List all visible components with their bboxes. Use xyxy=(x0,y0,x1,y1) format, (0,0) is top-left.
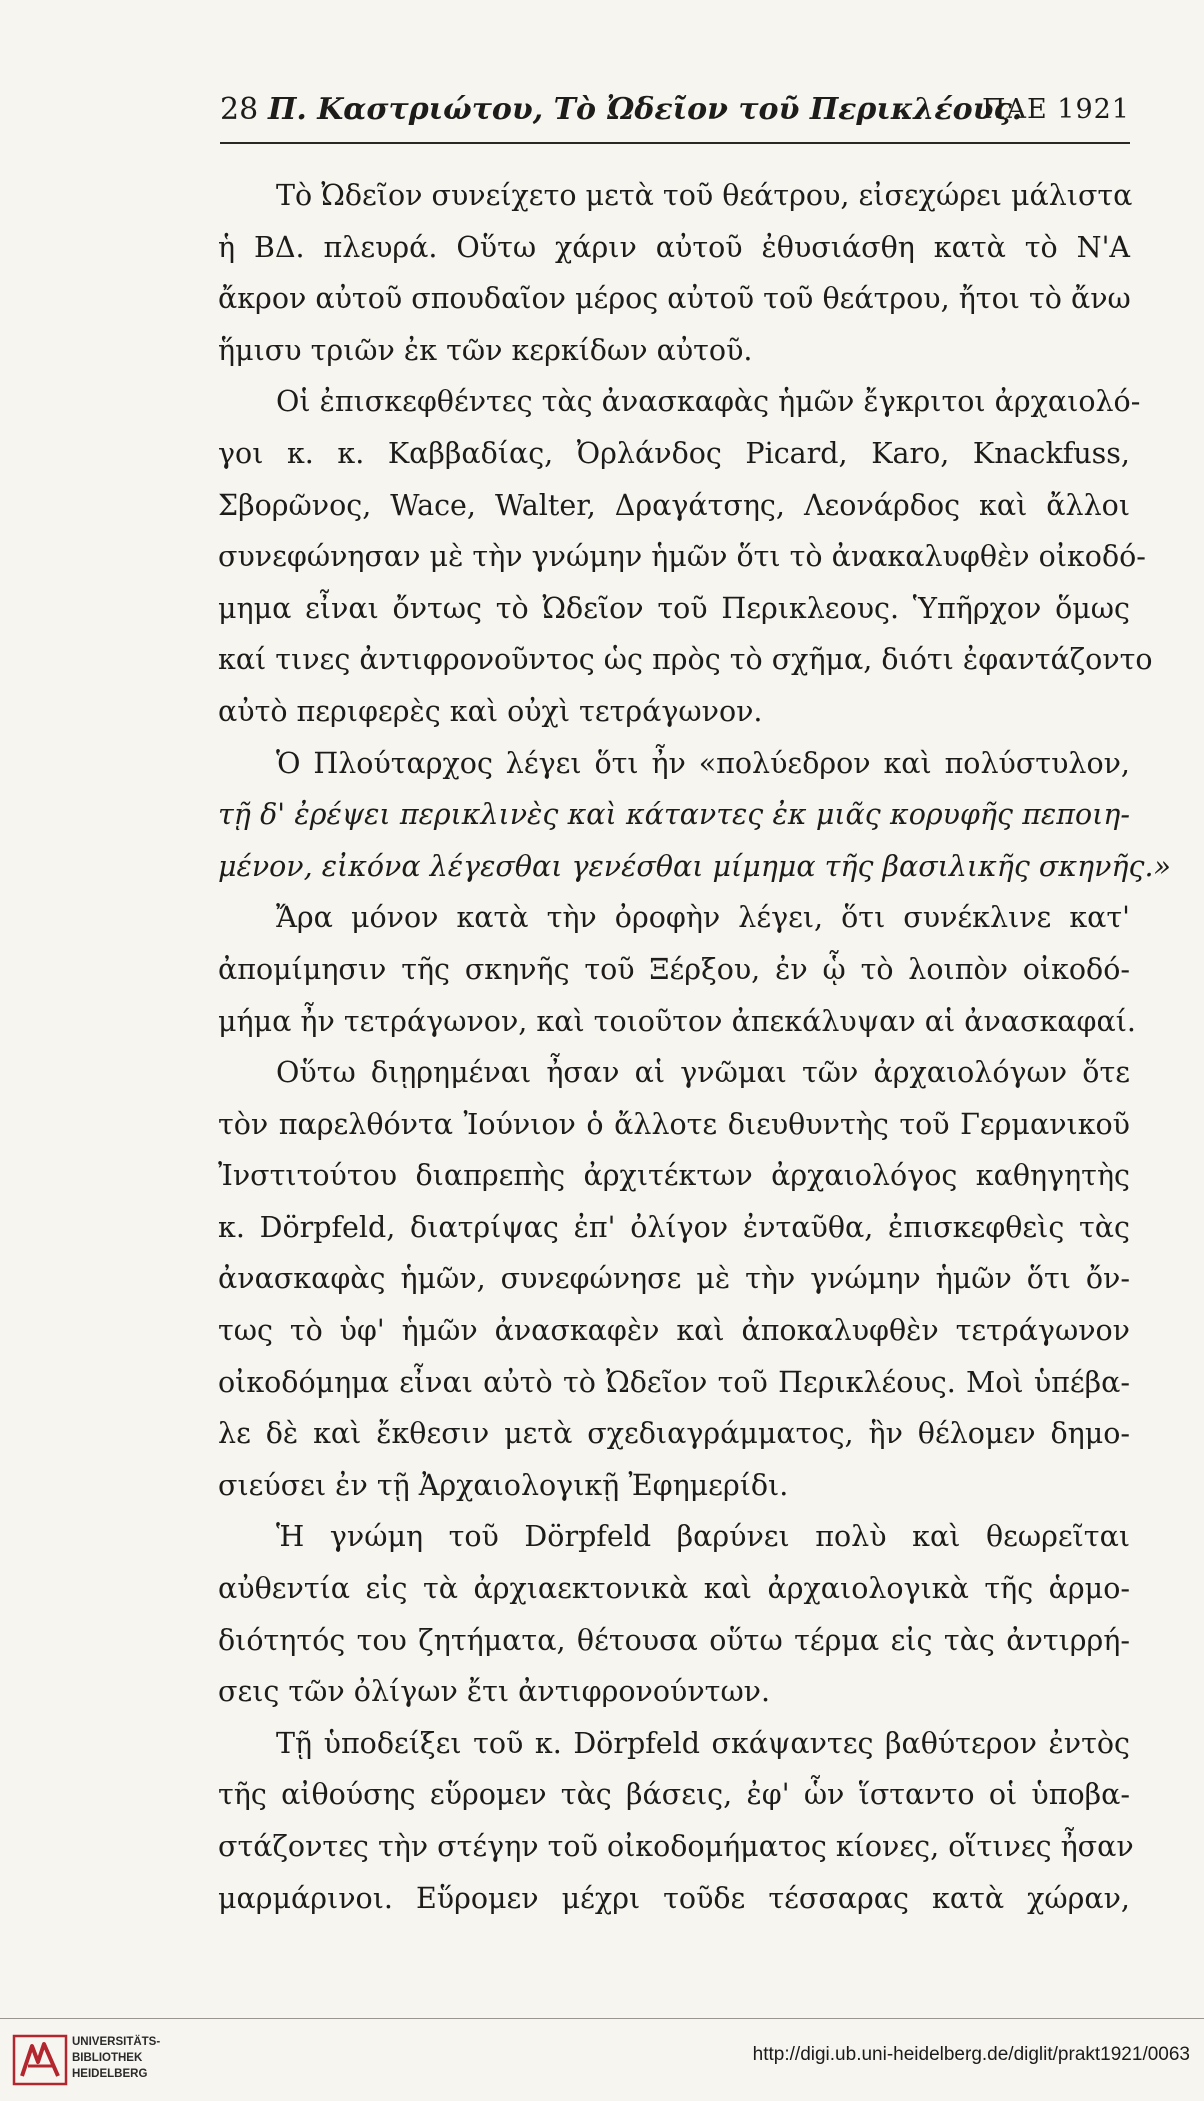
text-line: ἀπομίμησιν τῆς σκηνῆς τοῦ Ξέρξου, ἐν ᾧ τὸ λοιπὸν οἰκοδό- xyxy=(218,952,1130,986)
text-line: ἡ ΒΔ. πλευρά. Οὕτω χάριν αὐτοῦ ἐθυσιάσθη κατὰ τὸ Ν'Α xyxy=(218,230,1130,264)
quote-line: τῇ δ' ἐρέψει περικλινὲς καὶ κάταντες ἐκ μιᾶς κορυφῆς πεποιη- xyxy=(218,798,1130,832)
text-line: σεις τῶν ὀλίγων ἔτι ἀντιφρονούντων. xyxy=(218,1675,771,1709)
running-header xyxy=(220,84,1130,138)
quote-line: μένον, εἰκόνα λέγεσθαι γενέσθαι μίμημα τῆς βασιλικῆς σκηνῆς.» xyxy=(218,849,1171,883)
text-line: Σβορῶνος, Wace, Walter, Δραγάτσης, Λεονάρδος καὶ ἄλλοι xyxy=(218,488,1130,522)
text-line: Ἄρα μόνον κατὰ τὴν ὀροφὴν λέγει, ὅτι συνέκλινε κατ' xyxy=(276,901,1130,935)
text-line: κ. Dörpfeld, διατρίψας ἐπ' ὀλίγον ἐνταῦθα, ἐπισκεφθεὶς τὰς xyxy=(218,1210,1130,1244)
text-line: Ὁ Πλούταρχος λέγει ὅτι ἦν «πολύεδρον καὶ πολύστυλον, xyxy=(276,746,1130,780)
text-line: Τῇ ὑποδείξει τοῦ κ. Dörpfeld σκάψαντες βαθύτερον ἐντὸς xyxy=(276,1726,1130,1760)
text-line: ἥμισυ τριῶν ἐκ τῶν κερκίδων αὐτοῦ. xyxy=(218,333,753,367)
page-number: 28 xyxy=(220,92,259,127)
journal-label: ΠΑΕ 1921 xyxy=(981,94,1130,125)
text-line: μήμα ἦν τετράγωνον, καὶ τοιοῦτον ἀπεκάλυψαν αἱ ἀνασκαφαί. xyxy=(218,1004,1136,1038)
footer-rule xyxy=(0,2018,1204,2019)
text-line: σιεύσει ἐν τῇ Ἀρχαιολογικῇ Ἐφημερίδι. xyxy=(218,1468,789,1502)
library-name xyxy=(72,2034,272,2082)
text-line: Ἰνστιτούτου διαπρεπὴς ἀρχιτέκτων ἀρχαιολόγος καθηγητὴς xyxy=(218,1159,1130,1193)
text-line: τως τὸ ὑφ' ἡμῶν ἀνασκαφὲν καὶ ἀποκαλυφθὲν τετράγωνον xyxy=(218,1314,1130,1348)
text-line: αὐθεντία εἰς τὰ ἀρχιαεκτονικὰ καὶ ἀρχαιολογικὰ τῆς ἁρμο- xyxy=(218,1572,1130,1606)
text-line: συνεφώνησαν μὲ τὴν γνώμην ἡμῶν ὅτι τὸ ἀνακαλυφθὲν οἰκοδό- xyxy=(218,540,1146,574)
text-line: τὸν παρελθόντα Ἰούνιον ὁ ἄλλοτε διευθυντὴς τοῦ Γερμανικοῦ xyxy=(218,1107,1130,1141)
text-line: γοι κ. κ. Καββαδίας, Ὀρλάνδος Picard, Karo, Knackfuss, xyxy=(218,436,1130,470)
header-rule xyxy=(220,142,1130,144)
text-line: λε δὲ καὶ ἔκθεσιν μετὰ σχεδιαγράμματος, ἣν θέλομεν δημο- xyxy=(218,1417,1130,1451)
body-text xyxy=(218,170,1171,1924)
library-line: BIBLIOTHEK xyxy=(72,2052,143,2064)
text-line: Οὕτω διῃρημέναι ἦσαν αἱ γνῶμαι τῶν ἀρχαιολόγων ὅτε xyxy=(276,1056,1130,1090)
text-line: ἀνασκαφὰς ἡμῶν, συνεφώνησε μὲ τὴν γνώμην ἡμῶν ὅτι ὄν- xyxy=(218,1262,1130,1296)
text-line: μημα εἶναι ὄντως τὸ Ὠδεῖον τοῦ Περικλεους. Ὑπῆρχον ὅμως xyxy=(218,591,1130,625)
text-line: ἄκρον αὐτοῦ σπουδαῖον μέρος αὐτοῦ τοῦ θεάτρου, ἤτοι τὸ ἄνω xyxy=(218,282,1131,316)
text-line: τῆς αἰθούσης εὕρομεν τὰς βάσεις, ἐφ' ὧν ἵσταντο οἱ ὑποβα- xyxy=(218,1778,1130,1812)
library-logo-icon xyxy=(12,2032,68,2088)
text-line: μαρμάρινοι. Εὕρομεν μέχρι τοῦδε τέσσαρας κατὰ χώραν, xyxy=(218,1881,1130,1915)
text-line: καί τινες ἀντιφρονοῦντος ὡς πρὸς τὸ σχῆμα, διότι ἐφαντάζοντο xyxy=(218,643,1153,677)
text-line: Οἱ ἐπισκεφθέντες τὰς ἀνασκαφὰς ἡμῶν ἔγκριτοι ἀρχαιολό- xyxy=(276,385,1141,419)
text-line: οἰκοδόμημα εἶναι αὐτὸ τὸ Ὠδεῖον τοῦ Περικλέους. Μοὶ ὑπέβα- xyxy=(218,1365,1130,1399)
text-line: αὐτὸ περιφερὲς καὶ οὐχὶ τετράγωνον. xyxy=(218,694,763,728)
library-line: UNIVERSITÄTS- xyxy=(72,2036,161,2048)
text-line: διότητός του ζητήματα, θέτουσα οὕτω τέρμα εἰς τὰς ἀντιρρή- xyxy=(218,1623,1130,1657)
source-url-link[interactable]: http://digi.ub.uni-heidelberg.de/diglit/prakt1921/0063 xyxy=(752,2044,1190,2065)
text-line: στάζοντες τὴν στέγην τοῦ οἰκοδομήματος κίονες, οἵτινες ἦσαν xyxy=(218,1830,1134,1863)
library-line: HEIDELBERG xyxy=(72,2068,148,2080)
text-line: Ἡ γνώμη τοῦ Dörpfeld βαρύνει πολὺ καὶ θεωρεῖται xyxy=(276,1520,1130,1554)
running-title: Π. Καστριώτου, Τὸ Ὠδεῖον τοῦ Περικλέους. xyxy=(268,92,1023,127)
text-line: Τὸ Ὠδεῖον συνείχετο μετὰ τοῦ θεάτρου, εἰσεχώρει μάλιστα xyxy=(276,179,1133,212)
